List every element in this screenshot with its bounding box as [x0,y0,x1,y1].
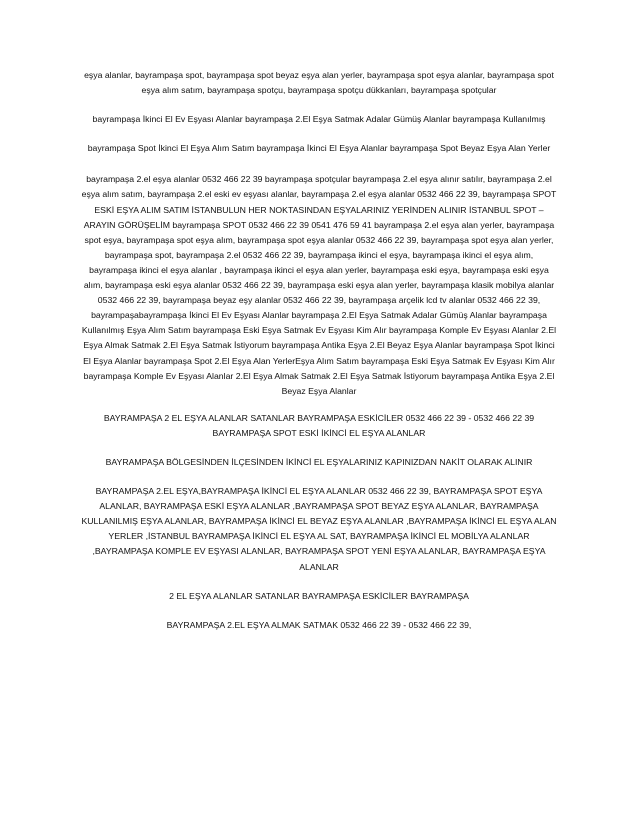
paragraph-alanlar-satanlar: 2 EL EŞYA ALANLAR SATANLAR BAYRAMPAŞA ESKİCİLER BAYRAMPAŞA [169,590,469,601]
paragraph-spot-ikinci-el: bayrampaşa Spot İkinci El Eşya Alım Satım bayrampaşa İkinci El Eşya Alanlar bayrampaşa Spot Beyaz Eşya Alan Yerler [87,143,551,154]
paragraph-eskiciler: BAYRAMPAŞA 2 EL EŞYA ALANLAR SATANLAR BAYRAMPAŞA ESKİCİLER 0532 466 22 39 - 0532 466 22 39 BAYRAMPAŞA SPOT ESKİ İKİNCİ EL EŞYA ALANLAR [103,412,535,438]
paragraph-main-block: bayrampaşa 2.el eşya alanlar 0532 466 22 39 bayrampaşa spotçular bayrampaşa 2.el eşya alınır satılır, bayrampaşa 2.el eşya alım satım, bayrampaşa 2.el eski ev eşyası alanlar, bayrampaşa 2.el eşya alanlar 0532 466 22 39, bayrampaşa SPOT ESKİ EŞYA ALIM SATIM İSTANBULUN HER NOKTASINDAN EŞYALARINIZ YERİNDEN ALINIR İSTANBUL SPOT – ARAYIN GÖRÜŞELİM bayrampaşa SPOT 0532 466 22 39 0541 476 59 41 bayrampaşa 2.el eşya alan yerler, bayrampaşa spot eşya, bayrampaşa spot eşya alım, bayrampaşa spot eşya alanlar 0532 466 22 39, bayrampaşa spot eşya alan yerler, bayrampaşa spot, bayrampaşa 2.el 0532 466 22 39, bayrampaşa ikinci el eşya, bayrampaşa ikinci el eşya alım, bayrampaşa ikinci el eşya alanlar , bayrampaşa ikinci el eşya alan yerler, bayrampaşa eski eşya, bayrampaşa eski eşya alım, bayrampaşa eski eşya alanlar 0532 466 22 39, bayrampaşa eski eşya alan yerler, bayrampaşa klasik mobilya alanlar 0532 466 22 39, bayrampaşa beyaz eşy alanlar 0532 466 22 39, bayrampaşa arçelik lcd tv alanlar 0532 466 22 39, bayrampaşabayrampaşa İkinci El Ev Eşyası Alanlar bayrampaşa 2.El Eşya Satmak Adalar Gümüş Alanlar bayrampaşa Kullanılmış Eşya Alım Satım bayrampaşa Eski Eşya Satmak Ev Eşyası Kim Alır bayrampaşa Komple Ev Eşyası Alanlar 2.El Eşya Almak Satmak 2.El Eşya Satmak İstiyorum bayrampaşa Antika Eşya 2.El Beyaz Eşya Alanlar bayrampaşa Spot İkinci El Eşya Alanlar bayrampaşa Spot 2.El Eşya Alan YerlerEşya Alım Satım bayrampaşa Eski Eşya Satmak Ev Eşyası Kim Alır bayrampaşa Komple Ev Eşyası Alanlar 2.El Eşya Almak Satmak 2.El Eşya Satmak İstiyorum bayrampaşa Antika Eşya 2.El Beyaz Eşya Alanlar [81,174,557,396]
paragraph-almak-satmak: BAYRAMPAŞA 2.EL EŞYA ALMAK SATMAK 0532 466 22 39 - 0532 466 22 39, [166,619,472,630]
document-page [80,68,558,647]
paragraph-intro: eşya alanlar, bayrampaşa spot, bayrampaşa spot beyaz eşya alan yerler, bayrampaşa spot eşya alanlar, bayrampaşa spot eşya alım satım, bayrampaşa spotçu, bayrampaşa spotçu dükkanları, bayrampaşa spotçular [84,70,554,96]
paragraph-nakit-alinir: BAYRAMPAŞA BÖLGESİNDEN İLÇESİNDEN İKİNCİ EL EŞYALARINIZ KAPINIZDAN NAKİT OLARAK ALINIR [105,456,533,467]
paragraph-ikinci-el-ev-esyasi: bayrampaşa İkinci El Ev Eşyası Alanlar bayrampaşa 2.El Eşya Satmak Adalar Gümüş Alanlar bayrampaşa Kullanılmış [92,114,546,125]
paragraph-uppercase-block: BAYRAMPAŞA 2.EL EŞYA,BAYRAMPAŞA İKİNCİ EL EŞYA ALANLAR 0532 466 22 39, BAYRAMPAŞA SPOT EŞYA ALANLAR, BAYRAMPAŞA ESKİ EŞYA ALANLAR ,BAYRAMPAŞA SPOT BEYAZ EŞYA ALANLAR, BAYRAMPAŞA KULLANILMIŞ EŞYA ALANLAR, BAYRAMPAŞA İKİNCİ EL BEYAZ EŞYA ALANLAR ,BAYRAMPAŞA İKİNCİ EL EŞYA ALAN YERLER ,İSTANBUL BAYRAMPAŞA İKİNCİ EL EŞYA AL SAT, BAYRAMPAŞA İKİNCİ EL MOBİLYA ALANLAR ,BAYRAMPAŞA KOMPLE EV EŞYASI ALANLAR, BAYRAMPAŞA SPOT YENİ EŞYA ALANLAR, BAYRAMPAŞA EŞYA ALANLAR [81,486,557,572]
